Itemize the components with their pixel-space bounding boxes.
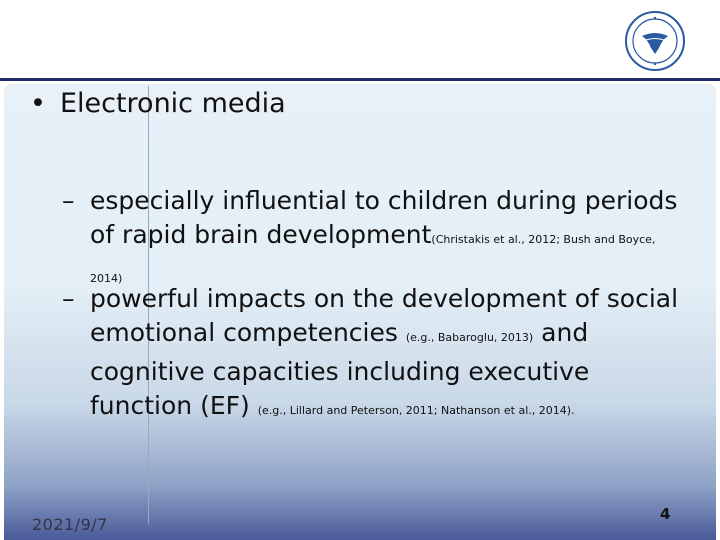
main-bullet [30, 88, 286, 119]
dash-icon: – [62, 284, 75, 313]
sub-bullet-2 [62, 282, 682, 428]
sub-bullet-1-text: especially influential to children during periods of rapid brain development [90, 186, 678, 249]
sub-bullet-2-citation-a: (e.g., Babaroglu, 2013) [405, 331, 534, 344]
header-rule [0, 78, 720, 81]
main-bullet-text: Electronic media [59, 88, 286, 119]
sub-bullet-2-text-b: and cognitive capacities including executive function (EF) [90, 318, 590, 420]
slide-header [0, 0, 720, 78]
sub-bullet-2-citation-b: (e.g., Lillard and Peterson, 2011; Nathanson et al., 2014). [257, 404, 575, 417]
slide-date: 2021/9/7 [32, 515, 108, 534]
page-number: 4 [660, 505, 671, 523]
sub-bullet-2-text-a: powerful impacts on the development of social emotional competencies [90, 284, 679, 347]
sub-bullet-1-citation: (Christakis et al., 2012; Bush and Boyce, 2014) [90, 233, 656, 285]
bullet-icon: • [30, 88, 46, 119]
university-logo-icon [624, 10, 686, 72]
dash-icon: – [62, 186, 75, 215]
sub-bullet-1 [62, 184, 682, 296]
